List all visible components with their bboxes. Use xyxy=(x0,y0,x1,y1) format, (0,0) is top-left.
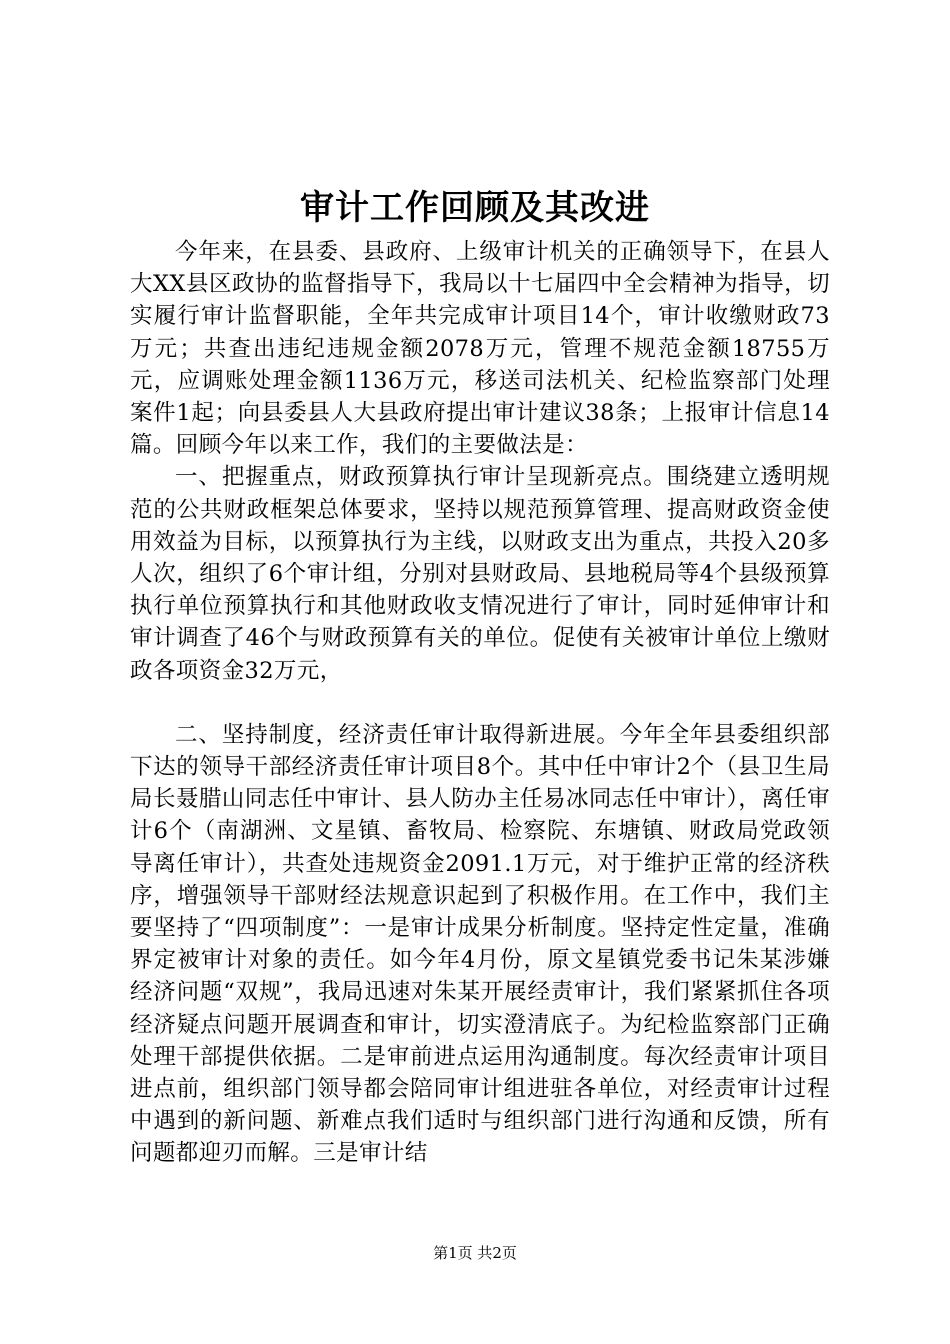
page-number-footer: 第1页 共2页 xyxy=(433,1244,517,1262)
paragraph-intro: 今年来，在县委、县政府、上级审计机关的正确领导下，在县人大XX县区政协的监督指导下，我局以十七届四中全会精神为指导，切实履行审计监督职能，全年共完成审计项目14个，审计收缴财政73万元；共查出违纪违规金额2078万元，管理不规范金额18755万元，应调账处理金额1136万元，移送司法机关、纪检监察部门处理案件1起；向县委县人大县政府提出审计建议38条；上报审计信息14篇。回顾今年以来工作，我们的主要做法是： xyxy=(130,239,830,459)
paragraph-section-2: 二、坚持制度，经济责任审计取得新进展。今年全年县委组织部下达的领导干部经济责任审计项目8个。其中任中审计2个（县卫生局局长聂腊山同志任中审计、县人防办主任易冰同志任中审计），离任审计6个（南湖洲、文星镇、畜牧局、检察院、东塘镇、财政局党政领导离任审计），共查处违规资金2091.1万元，对于维护正常的经济秩序，增强领导干部财经法规意识起到了积极作用。在工作中，我们主要坚持了“四项制度”：一是审计成果分析制度。坚持定性定量，准确界定被审计对象的责任。如今年4月份，原文星镇党委书记朱某涉嫌经济问题“双规”，我局迅速对朱某开展经责审计，我们紧紧抓住各项经济疑点问题开展调查和审计，切实澄清底子。为纪检监察部门正确处理干部提供依据。二是审前进点运用沟通制度。每次经责审计项目进点前，组织部门领导都会陪同审计组进驻各单位，对经责审计过程中遇到的新问题、新难点我们适时与组织部门进行沟通和反馈，所有问题都迎刃而解。三是审计结 xyxy=(130,721,830,1167)
document-body xyxy=(130,236,830,1170)
document-title: 审计工作回顾及其改进 xyxy=(300,188,650,228)
paragraph-section-1: 一、把握重点，财政预算执行审计呈现新亮点。围绕建立透明规范的公共财政框架总体要求，坚持以规范预算管理、提高财政资金使用效益为目标，以预算执行为主线，以财政支出为重点，共投入20多人次，组织了6个审计组，分别对县财政局、县地税局等4个县级预算执行单位预算执行和其他财政收支情况进行了审计，同时延伸审计和审计调查了46个与财政预算有关的单位。促使有关被审计单位上缴财政各项资金32万元， xyxy=(130,464,830,684)
